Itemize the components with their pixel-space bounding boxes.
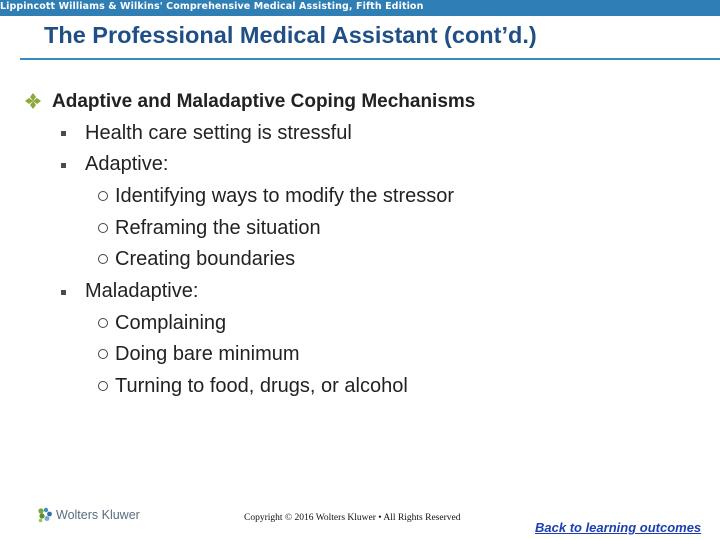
list-item: Health care setting is stressful bbox=[85, 122, 352, 144]
sub-list-item: Identifying ways to modify the stressor bbox=[115, 185, 455, 207]
slide-title: The Professional Medical Assistant (cont’d.) bbox=[44, 22, 537, 48]
back-to-learning-outcomes-link[interactable]: Back to learning outcomes bbox=[535, 520, 702, 535]
circle-bullet-icon bbox=[98, 349, 108, 359]
circle-bullet-icon bbox=[98, 191, 108, 201]
circle-bullet-icon bbox=[98, 254, 108, 264]
sub-list-item: Doing bare minimum bbox=[115, 343, 300, 365]
book-title-bar bbox=[0, 0, 720, 16]
list-item: Maladaptive: bbox=[85, 280, 199, 302]
square-bullet-icon bbox=[61, 163, 66, 168]
copyright-notice: Copyright © 2016 Wolters Kluwer • All Rights Reserved bbox=[244, 513, 461, 523]
square-bullet-icon bbox=[61, 290, 66, 295]
sub-list-item: Creating boundaries bbox=[115, 248, 296, 270]
wolters-kluwer-logo-icon bbox=[36, 506, 54, 524]
sub-list-item: Complaining bbox=[115, 312, 227, 334]
logo-text: Wolters Kluwer bbox=[56, 508, 140, 522]
title-divider bbox=[20, 58, 720, 60]
sub-list-item: Reframing the situation bbox=[115, 217, 321, 239]
book-title: Lippincott Williams & Wilkins' Comprehensive Medical Assisting, Fifth Edition bbox=[0, 1, 424, 12]
square-bullet-icon bbox=[61, 131, 66, 136]
list-item: Adaptive: bbox=[85, 153, 169, 175]
section-heading: Adaptive and Maladaptive Coping Mechanisms bbox=[52, 91, 476, 112]
circle-bullet-icon bbox=[98, 381, 108, 391]
sub-list-item: Turning to food, drugs, or alcohol bbox=[115, 375, 408, 397]
wolters-kluwer-logo bbox=[36, 505, 140, 525]
circle-bullet-icon bbox=[98, 223, 108, 233]
diamond-bullet-icon bbox=[24, 92, 42, 110]
circle-bullet-icon bbox=[98, 318, 108, 328]
